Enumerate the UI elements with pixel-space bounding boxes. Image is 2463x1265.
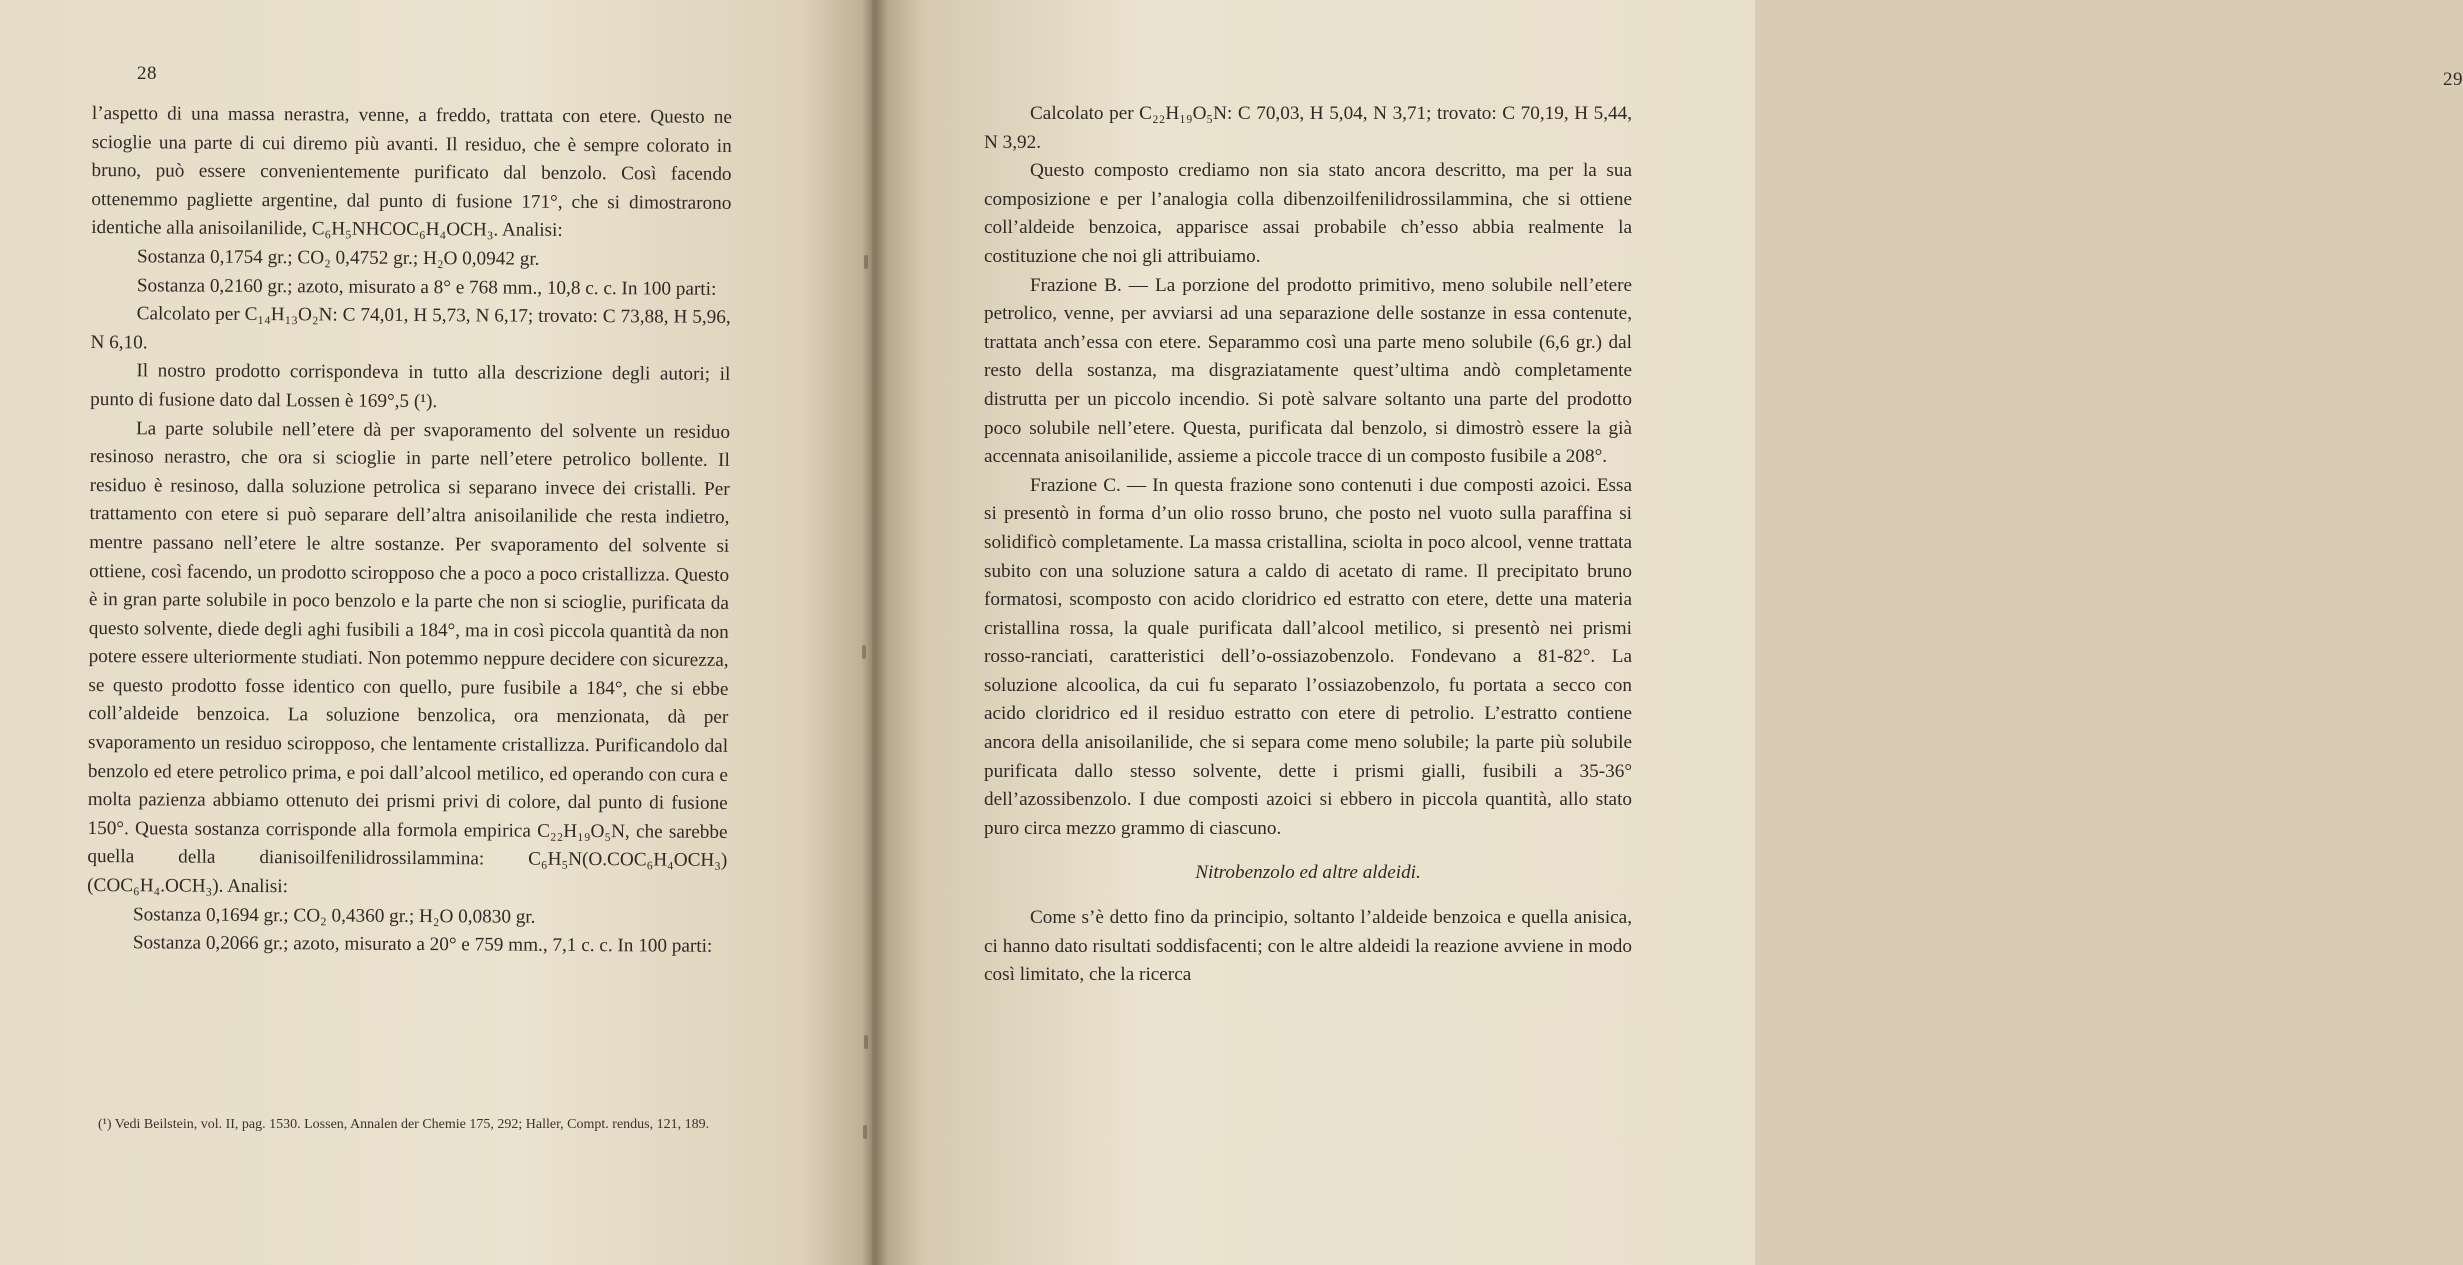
section-heading: Nitrobenzolo ed altre aldeidi. (1195, 862, 1421, 884)
paragraph: La parte solubile nell’etere dà per svaporamento del solvente un residuo resinoso nerastro, che ora si scioglie in parte nell’etere petrolico bollente. Il residuo è resinoso, dalla soluzione petrolica si separano invece dei cristalli. Per trattamento con etere si può separare dell’altra anisoilanilide che resta indietro, mentre passano nell’etere le altre sostanze. Per svaporamento del solvente si ottiene, così facendo, un prodotto sciropposo che a poco a poco cristallizza. Questo è in gran parte solubile in poco benzolo e la parte che non si scioglie, purificata da questo solvente, diede degli aghi fusibili a 184°, ma in così piccola quantità da non potere essere ulteriormente studiati. Non potemmo neppure decidere con sicurezza, se questo prodotto fosse identico con quello, pure fusibile a 184°, che si ebbe coll’aldeide benzoica. La soluzione benzolica, ora menzionata, dà per svaporamento un residuo sciropposo, che lentamente cristallizza. Purificandolo dal benzolo ed etere petrolico prima, e poi dall’alcool metilico, ed operando con cura e molta pazienza abbiamo ottenuto dei prismi privi di colore, dal punto di fusione 150°. Questa sostanza corrisponde alla formola empirica C₂₂H₁₉O₅N, che sarebbe quella della dianisoilfenilidrossilammina: C₆H₅N(O.COC₆H₄OCH₃) (COC₆H₄.OCH₃). Analisi: (87, 417, 731, 898)
paragraph-frazione-c: Frazione C. — In questa frazione sono contenuti i due composti azoici. Essa si presentò in forma d’un olio rosso bruno, che posto nel vuoto sulla paraffina si solidificò completamente. La massa cristallina, sciolta in poco alcool, venne trattata subito con una soluzione satura a caldo di acetato di rame. Il precipitato bruno formatosi, scomposto con acido cloridrico ed estratto con etere, dette una materia cristallina rossa, la quale purificata dall’alcool metilico, si presentò nei prismi rosso-ranciati, caratteristici dell’o-ossiazobenzolo. Fondevano a 81-82°. La soluzione alcoolica, da cui fu separato l’ossiazobenzolo, fu portata a secco con acido cloridrico ed il residuo estratto con etere di petrolio. L’estratto contiene ancora della anisoilanilide, che si separa come meno solubile; la parte più solubile purificata dallo stesso solvente, dette i prismi gialli, fusibili a 35-36° dell’azossibenzolo. I due composti azoici si ebbero in piccola quantità, allo stato puro circa mezzo grammo di ciascuno. (984, 474, 1632, 839)
analysis-line: Sostanza 0,2160 gr.; azoto, misurato a 8° e 768 mm., 10,8 c. c. In 100 parti: (136, 274, 717, 300)
left-page-text (87, 100, 732, 962)
analysis-line: Sostanza 0,1694 gr.; CO₂ 0,4360 gr.; H₂O 0,0830 gr. (132, 903, 536, 928)
paragraph: Questo composto crediamo non sia stato ancora descritto, ma per la sua composizione e per l’analogia colla dibenzoilfenilidrossilammina, che si ottiene coll’aldeide benzoica, apparisce assai probabile ch’esso abbia realmente la costituzione che noi gli attribuiamo. (984, 160, 1632, 267)
footnote-text: (¹) Vedi Beilstein, vol. II, pag. 1530. Lossen, Annalen der Chemie 175, 292; Haller, Compt. rendus, 121, 189. (98, 1117, 710, 1132)
binding-marks (850, 0, 880, 1265)
paragraph-frazione-b: Frazione B. — La porzione del prodotto primitivo, meno solubile nell’etere petrolico, venne, per avviarsi ad una separazione delle sostanze in essa contenute, trattata anch’essa con etere. Separammo così una parte meno solubile (6,6 gr.) dal resto della sostanza, ma disgraziatamente quest’ultima andò completamente distrutta per un piccolo incendio. Si potè salvare soltanto una parte del prodotto poco solubile nell’etere. Questa, purificata dal benzolo, si dimostrò essere la già accennata anisoilanilide, assieme a piccole tracce di un composto fusibile a 208°. (984, 274, 1632, 468)
calculation-line: Calcolato per C₁₄H₁₃O₂N: C 74,01, H 5,73, N 6,17; trovato: C 73,88, H 5,96, N 6,10. (90, 303, 731, 354)
page-number: 28 (137, 63, 157, 84)
page-number: 29 (2443, 69, 2463, 90)
left-page (0, 0, 872, 1265)
calculation-line: Calcolato per C₂₂H₁₉O₅N: C 70,03, H 5,04, N 3,71; trovato: C 70,19, H 5,44, N 3,92. (984, 103, 1632, 153)
paragraph: Il nostro prodotto corrispondeva in tutto alla descrizione degli autori; il punto di fusione dato dal Lossen è 169°,5 (¹). (90, 360, 731, 413)
paragraph: l’aspetto di una massa nerastra, venne, a freddo, trattata con etere. Questo ne scioglie una parte di cui diremo più avanti. Il residuo, che è sempre colorato in bruno, può essere convenientemente purificato dal benzolo. Così facendo ottenemmo pagliette argentine, dal punto di fusione 171°, che si dimostrarono identiche alla anisoilanilide, C₆H₅NHCOC₆H₄OCH₃. Analisi: (91, 102, 732, 242)
analysis-line: Sostanza 0,2066 gr.; azoto, misurato a 20° e 759 mm., 7,1 c. c. In 100 parti: (132, 932, 713, 958)
footnote (70, 1115, 718, 1134)
right-page-text (984, 100, 1632, 990)
analysis-line: Sostanza 0,1754 gr.; CO₂ 0,4752 gr.; H₂O 0,0942 gr. (136, 246, 540, 270)
paragraph: Come s’è detto fino da principio, soltanto l’aldeide benzoica e quella anisica, ci hanno dato risultati soddisfacenti; con le altre aldeidi la reazione avviene in modo così limitato, che la ricerca (984, 907, 1632, 986)
